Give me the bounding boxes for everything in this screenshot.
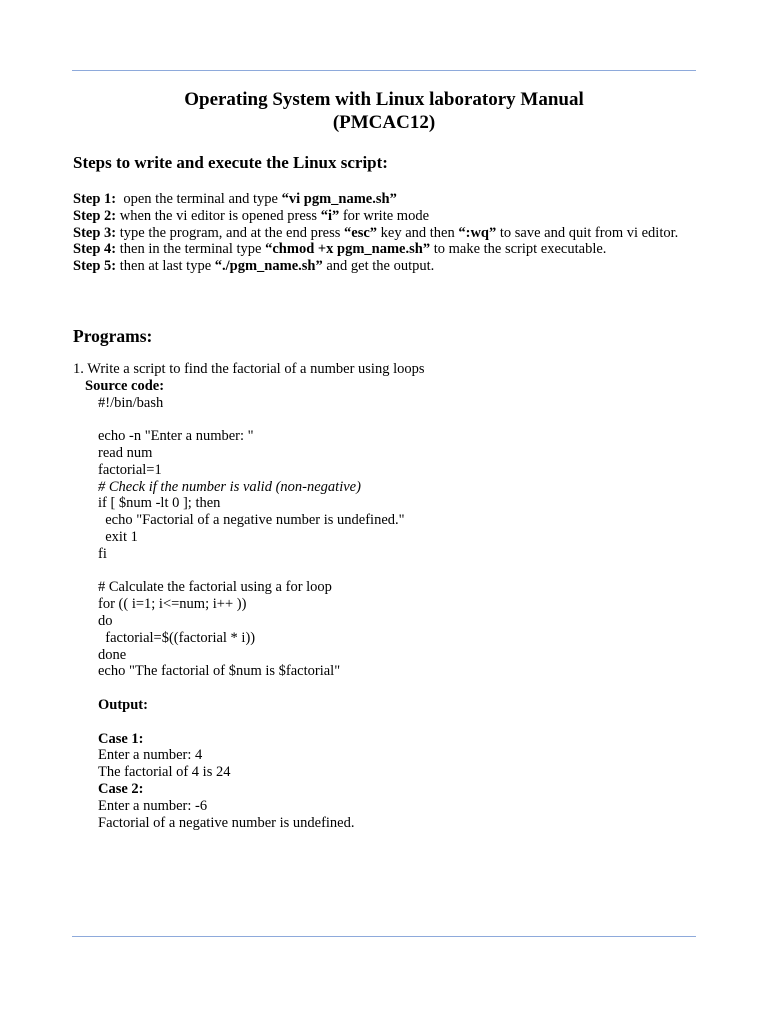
spacer bbox=[73, 680, 683, 697]
step-label: Step 1: bbox=[73, 191, 117, 207]
code-line: do bbox=[98, 612, 113, 629]
code-line bbox=[73, 411, 683, 428]
step-text: to make the script executable. bbox=[430, 241, 607, 258]
code-line: fi bbox=[98, 545, 107, 562]
step-label: Step 5: bbox=[73, 258, 117, 275]
step-text: then at last type bbox=[116, 258, 215, 275]
step-command: “vi pgm_name.sh” bbox=[281, 191, 397, 207]
output-line: Enter a number: 4 bbox=[98, 747, 203, 764]
step-text: type the program, and at the end press bbox=[116, 224, 345, 241]
code-line: echo -n "Enter a number: " bbox=[98, 428, 254, 445]
step-command: “i” bbox=[320, 207, 340, 224]
output-line: Enter a number: -6 bbox=[98, 797, 208, 814]
output-line: Factorial of a negative number is undefined. bbox=[98, 814, 355, 831]
step-4 bbox=[73, 241, 683, 258]
step-text: for write mode bbox=[339, 207, 430, 224]
step-2 bbox=[73, 208, 683, 225]
case-2-label: Case 2: bbox=[98, 780, 144, 797]
steps-list bbox=[73, 191, 683, 275]
step-3 bbox=[73, 225, 683, 242]
code-line: if [ $num -lt 0 ]; then bbox=[98, 495, 221, 512]
document-title bbox=[72, 88, 696, 134]
step-label: Step 2: bbox=[73, 207, 117, 224]
step-command: “:wq” bbox=[458, 224, 497, 241]
code-comment-line: # Calculate the factorial using a for loop bbox=[98, 579, 332, 596]
step-command: “esc” bbox=[344, 224, 378, 241]
step-command: “./pgm_name.sh” bbox=[214, 258, 323, 275]
code-line: exit 1 bbox=[98, 528, 138, 545]
step-label: Step 3: bbox=[73, 224, 117, 241]
step-text: then in the terminal type bbox=[116, 241, 266, 258]
code-line: echo "Factorial of a negative number is undefined." bbox=[98, 512, 405, 529]
step-text: key and then bbox=[377, 224, 459, 241]
step-command: “chmod +x pgm_name.sh” bbox=[265, 241, 431, 258]
output-line: The factorial of 4 is 24 bbox=[98, 764, 231, 781]
code-line: done bbox=[98, 646, 127, 663]
code-line: factorial=$((factorial * i)) bbox=[98, 629, 256, 646]
code-line: for (( i=1; i<=num; i++ )) bbox=[98, 596, 247, 613]
program-1 bbox=[73, 361, 683, 831]
step-text: when the vi editor is opened press bbox=[116, 207, 321, 224]
step-5 bbox=[73, 258, 683, 275]
footer-rule bbox=[72, 936, 696, 937]
step-label: Step 4: bbox=[73, 241, 117, 258]
case-1-label: Case 1: bbox=[98, 730, 144, 747]
step-text: to save and quit from vi editor. bbox=[496, 224, 679, 241]
step-text: and get the output. bbox=[322, 258, 435, 275]
output-label: Output: bbox=[98, 696, 148, 713]
program-question: 1. Write a script to find the factorial of a number using loops bbox=[73, 361, 425, 377]
title-line-2: (PMCAC12) bbox=[332, 112, 436, 133]
programs-heading: Programs: bbox=[73, 326, 153, 346]
code-line bbox=[73, 563, 683, 580]
header-rule bbox=[72, 70, 696, 71]
source-code-block bbox=[73, 395, 683, 681]
title-line-1: Operating System with Linux laboratory Manual bbox=[184, 89, 584, 110]
code-line: #!/bin/bash bbox=[98, 394, 164, 411]
step-1 bbox=[73, 191, 683, 208]
code-comment-line: # Check if the number is valid (non-negative) bbox=[98, 478, 361, 495]
source-code-label: Source code: bbox=[85, 377, 165, 394]
code-line: read num bbox=[98, 444, 153, 461]
spacer bbox=[73, 714, 683, 731]
code-line: echo "The factorial of $num is $factorial" bbox=[98, 663, 341, 680]
step-text: open the terminal and type bbox=[116, 191, 282, 207]
code-line: factorial=1 bbox=[98, 461, 162, 478]
steps-heading: Steps to write and execute the Linux script: bbox=[73, 153, 388, 172]
